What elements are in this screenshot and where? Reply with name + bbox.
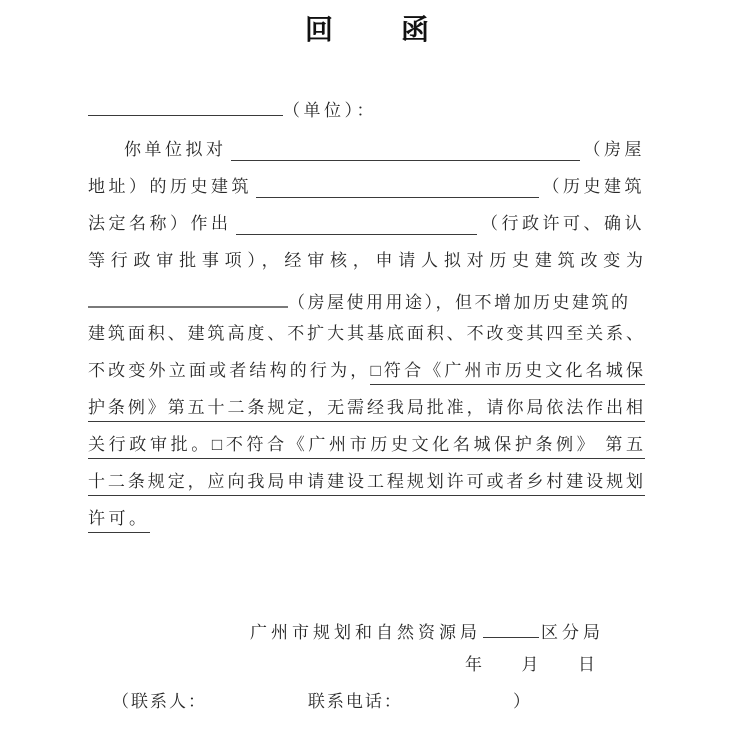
branch-suffix: 区分局 bbox=[541, 623, 604, 642]
contact-name-space bbox=[207, 691, 308, 713]
line9-underlined-text: 护条例》第五十二条规定，无需经我局批准，请你局依法作出相 bbox=[88, 398, 645, 422]
signature-agency-line bbox=[250, 617, 610, 644]
line3-pre-text: 地址）的历史建筑 bbox=[88, 177, 252, 196]
contact-label: （联系人： bbox=[112, 692, 207, 711]
line7-text: 建筑面积、建筑高度、不扩大其基底面积、不改变其四至关系、 bbox=[88, 324, 645, 343]
year-label: 年 bbox=[465, 655, 482, 674]
line2-post-text: （房屋 bbox=[583, 140, 645, 159]
body-line-7 bbox=[88, 323, 645, 345]
body-line-12 bbox=[88, 508, 645, 530]
phone-label: 联系电话： bbox=[307, 692, 403, 711]
line8-pre-text: 不改变外立面或者结构的行为， bbox=[88, 361, 371, 380]
line11-underlined-text: 十二条规定，应向我局申请建设工程规划许可或者乡村建设规划 bbox=[88, 472, 645, 496]
day-label: 日 bbox=[578, 655, 595, 674]
line8-underlined-text: 符合《广州市历史文化名城保 bbox=[383, 361, 646, 380]
line10-pre-text: 关行政审批。 bbox=[88, 435, 212, 454]
blank-new-use bbox=[88, 287, 288, 308]
body-line-11 bbox=[88, 471, 645, 493]
blank-building-legal-name bbox=[256, 177, 539, 198]
agency-name: 广州市规划和自然资源局 bbox=[250, 623, 481, 642]
checkbox-not-conforms-icon: □ bbox=[211, 435, 226, 454]
line5-text: 等行政审批事项），经审核，申请人拟对历史建筑改变为 bbox=[88, 251, 645, 270]
body-line-3 bbox=[88, 176, 645, 198]
line3-post-text: （历史建筑 bbox=[542, 177, 645, 196]
blank-recipient-unit bbox=[88, 95, 283, 116]
body-line-2 bbox=[88, 139, 645, 161]
body-line-10 bbox=[88, 434, 645, 456]
line10-underlined-text: 不符合《广州市历史文化名城保护条例》 第五 bbox=[225, 435, 646, 454]
month-label: 月 bbox=[521, 655, 539, 674]
body-line-6 bbox=[88, 287, 645, 314]
line12-underlined-text: 许可。 bbox=[88, 509, 150, 533]
unit-suffix-label: （单位）： bbox=[283, 101, 377, 120]
phone-number-space bbox=[403, 691, 513, 713]
line6-post-text: （房屋使用用途），但不增加历史建筑的 bbox=[288, 293, 631, 312]
closing-paren: ） bbox=[513, 692, 532, 711]
blank-approval-item bbox=[236, 214, 478, 235]
recipient-line bbox=[88, 95, 645, 122]
document-title: 回 函 bbox=[304, 15, 449, 46]
body-line-9 bbox=[88, 397, 645, 419]
line4-post-text: （行政许可、确认 bbox=[481, 214, 645, 233]
body-line-4 bbox=[88, 213, 645, 235]
line4-pre-text: 法定名称）作出 bbox=[88, 214, 232, 233]
blank-house-address bbox=[231, 140, 580, 161]
body-line-5 bbox=[88, 250, 645, 272]
blank-district-name bbox=[483, 617, 539, 638]
line2-pre-text: 你单位拟对 bbox=[124, 140, 227, 159]
checkbox-conforms-icon: □ bbox=[370, 361, 384, 380]
body-line-8 bbox=[88, 360, 645, 382]
contact-line bbox=[112, 691, 532, 713]
signature-date-line bbox=[465, 654, 595, 676]
